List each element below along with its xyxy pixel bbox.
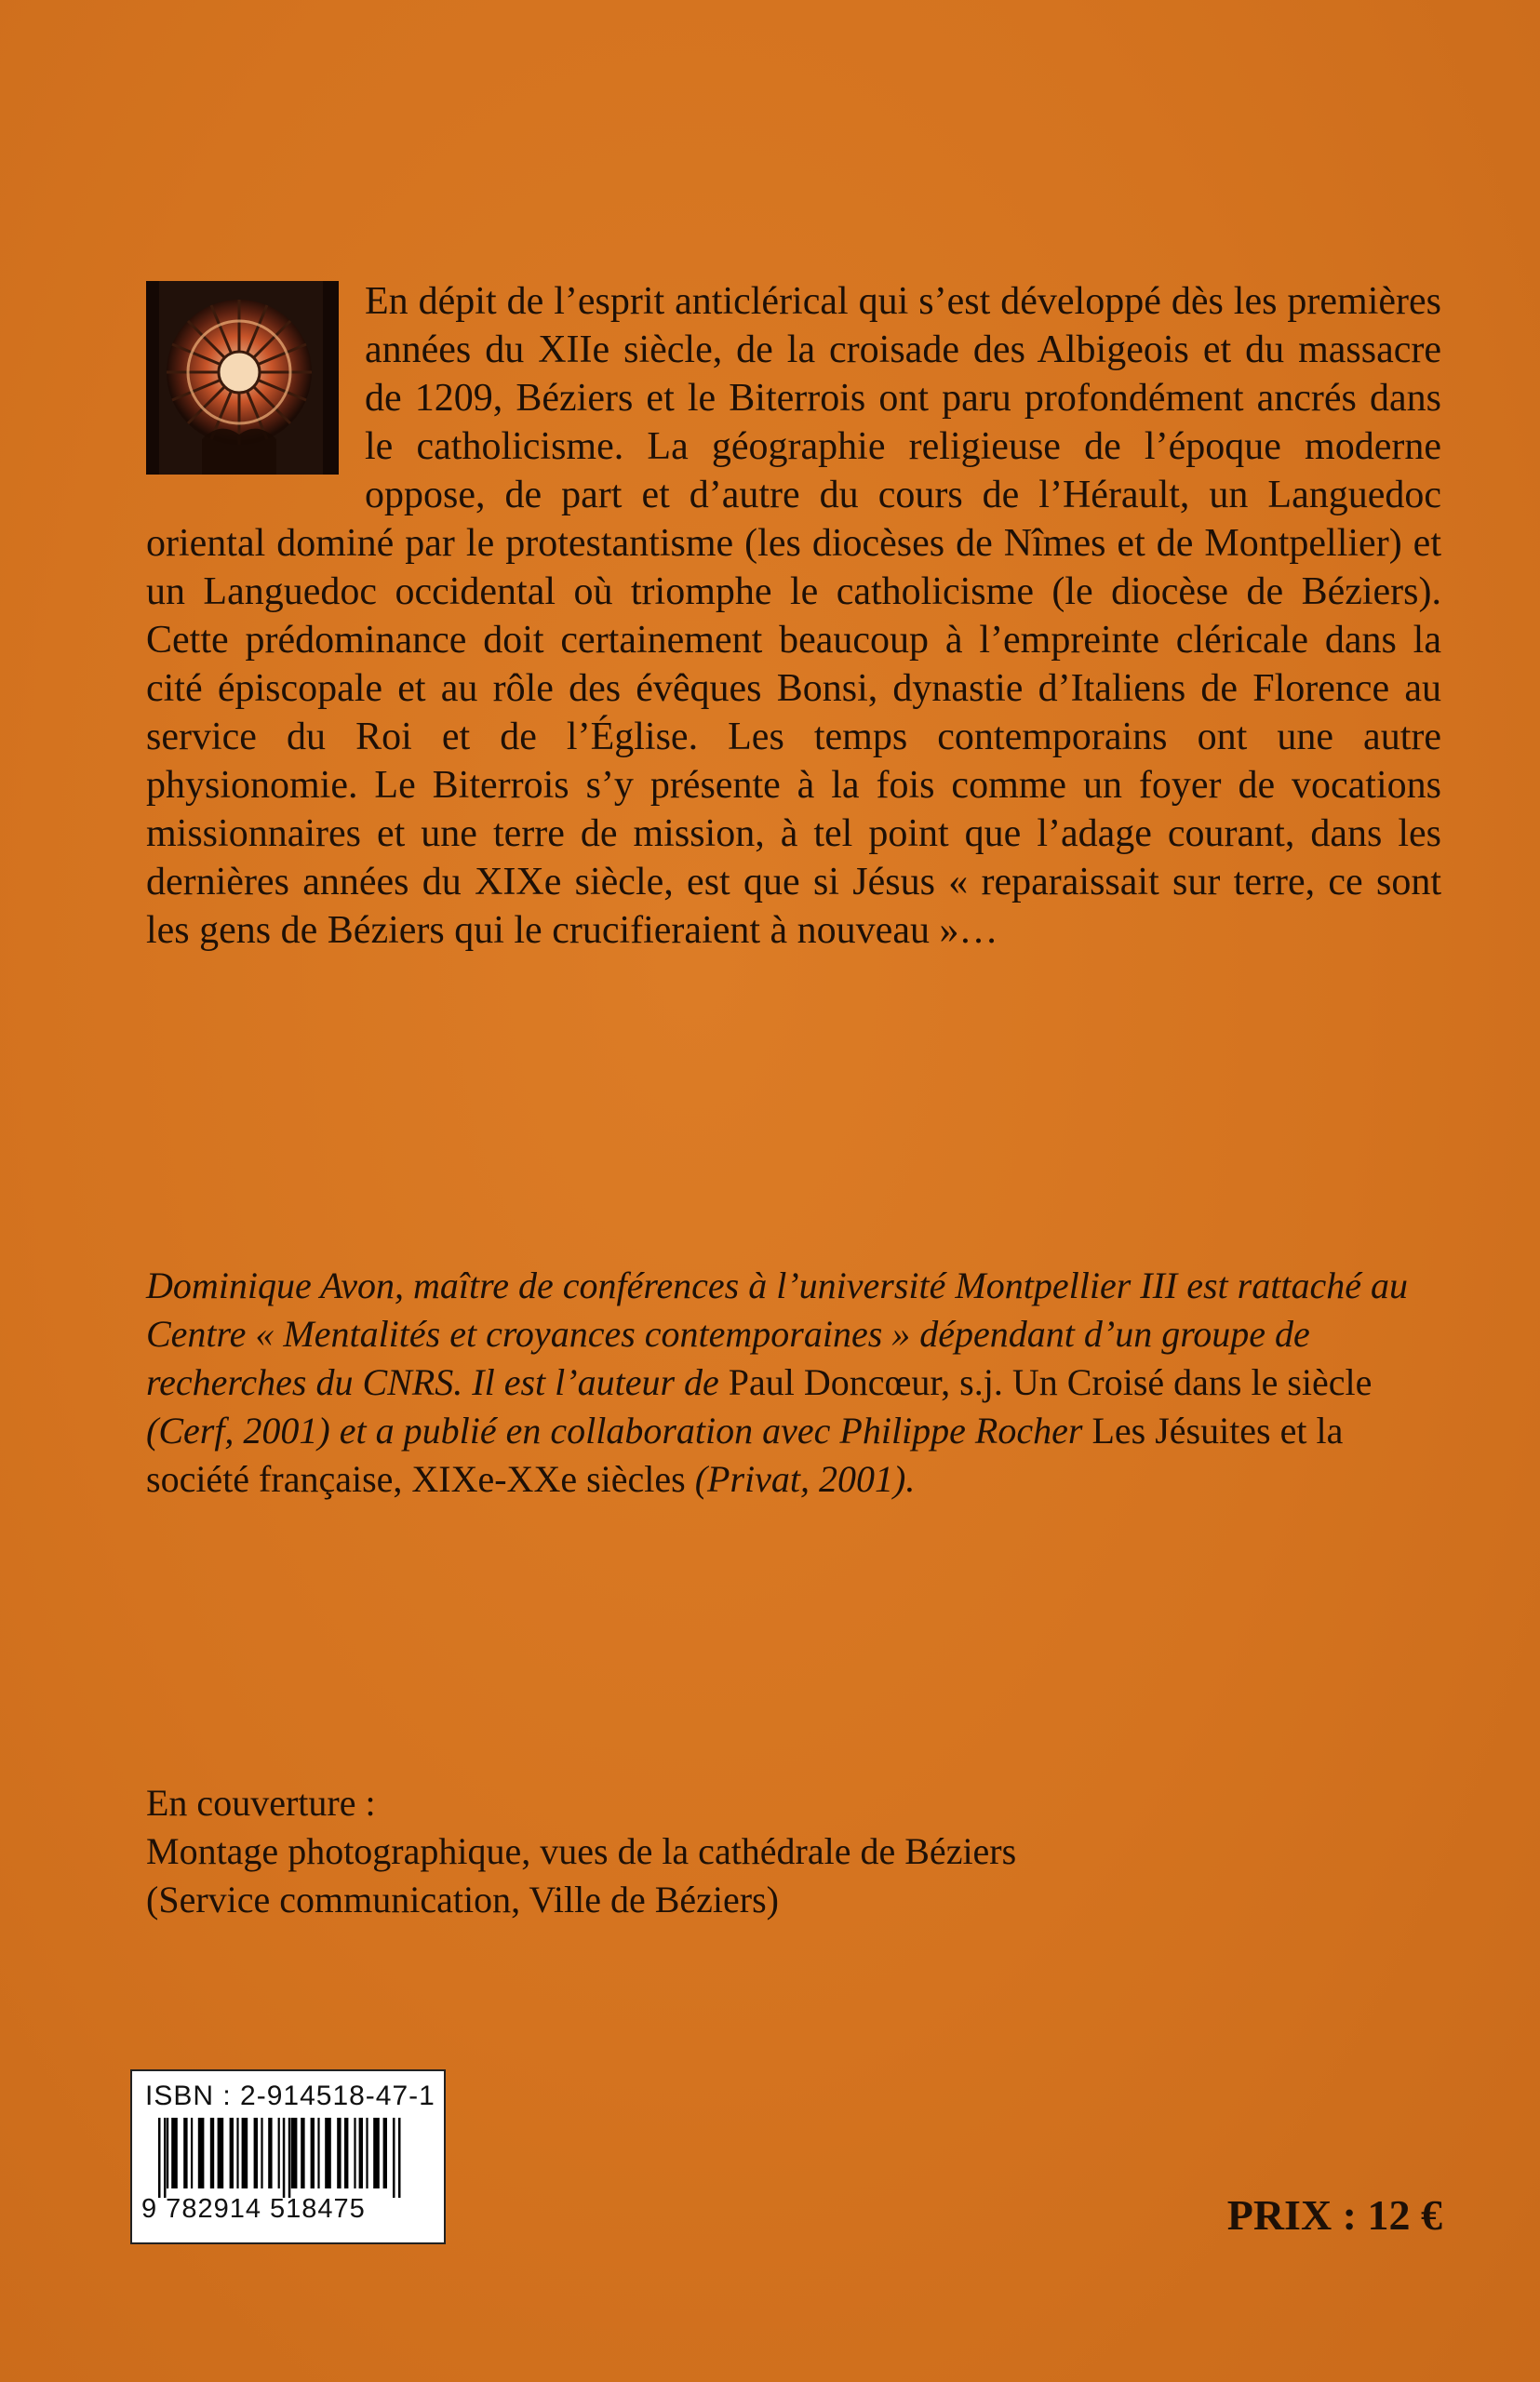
barcode-guard-bar (158, 2118, 161, 2198)
barcode-bar (337, 2118, 341, 2188)
barcode-bar (242, 2118, 248, 2188)
barcode-bar (230, 2118, 234, 2188)
barcode-bar (210, 2118, 214, 2188)
barcode-guard-bar (393, 2118, 395, 2198)
isbn-label: ISBN : 2-914518-47-1 (145, 2081, 435, 2111)
barcode-bar (167, 2118, 168, 2188)
credits-source: (Service communication, Ville de Béziers) (146, 1879, 779, 1920)
blurb-text: En dépit de l’esprit anticlérical qui s’est développé dès les premières années du XIIe siècle, de la croisade des Albigeois et du massacre de 1209, Béziers et le Biterrois ont paru profondément ancrés dans le catholicisme. La géographie religieuse de l’époque moderne oppose, de part et d’autre du cours de l’Hérault, un Languedoc oriental dominé par le protestantisme (les diocèses de Nîmes et de Montpellier) et un Languedoc occidental où triomphe le catholicisme (le diocèse de Béziers). Cette prédominance doit certainement beaucoup à l’empreinte cléricale dans la cité épiscopale et au rôle des évêques Bonsi, dynastie d’Italiens de Florence au service du Roi et de l’Église. Les temps contemporains ont une autre physionomie. Le Biterrois s’y présente à la fois comme un foyer de vocations missionnaires et une terre de mission, à tel point que l’adage courant, dans les dernières années du XIXe siècle, est que si Jésus « reparaissait sur terre, ce sont les gens de Béziers qui le crucifieraient à nouveau »… (146, 280, 1441, 952)
barcode-guard-bar (283, 2118, 286, 2198)
bio-intro: Dominique Avon, maître de conférences à l’université Montpellier III est rattaché au Centre « Mentalités et croyances contemporaines » dépendant d’un groupe de recherches du CNRS. Il est l’auteur de (146, 1265, 1408, 1403)
barcode-guard-bar (288, 2118, 291, 2198)
bio-publisher-2: (Privat, 2001). (694, 1458, 916, 1500)
barcode-bar (301, 2118, 304, 2188)
barcode-bar (254, 2118, 258, 2188)
author-bio (146, 1262, 1441, 1504)
cover-credits (146, 1779, 1263, 1924)
barcode-bar (373, 2118, 380, 2188)
barcode-guard-bar (164, 2118, 167, 2198)
barcode-bar (268, 2118, 272, 2188)
barcode-bar (218, 2118, 224, 2188)
barcode-bar (344, 2118, 348, 2188)
credits-heading: En couverture : (146, 1782, 376, 1824)
barcode-bar (325, 2118, 331, 2188)
barcode-bar (183, 2118, 187, 2188)
barcode-bar (366, 2118, 368, 2188)
barcode-guard-bar (398, 2118, 401, 2198)
barcode-bar (317, 2118, 319, 2188)
barcode-bar (191, 2118, 193, 2188)
price: PRIX : 12 € (1226, 2191, 1442, 2239)
barcode-bar (198, 2118, 205, 2188)
barcode-bar (261, 2118, 262, 2188)
barcode-bar (354, 2118, 355, 2188)
bio-book-title-2: Les Jésuites et la société française, XIXe-XXe siècles (146, 1410, 1344, 1500)
barcode-bar (359, 2118, 363, 2188)
barcode-digits: 9 782914 518475 (141, 2194, 366, 2224)
bio-book-title-1: Paul Doncœur, s.j. Un Croisé dans le siècle (718, 1361, 1373, 1403)
barcode-bar (171, 2118, 178, 2188)
isbn-box (130, 2069, 446, 2244)
barcode-bar (383, 2118, 387, 2188)
credits-description: Montage photographique, vues de la cathédrale de Béziers (146, 1830, 1017, 1872)
rose-window-icon (146, 281, 339, 475)
blurb-paragraph (146, 277, 1441, 955)
barcode-bar (311, 2118, 315, 2188)
barcode-bar (291, 2118, 298, 2188)
bio-publisher-1: (Cerf, 2001) et a publié en collaboration avec Philippe Rocher (146, 1410, 1083, 1452)
barcode-bar (236, 2118, 238, 2188)
barcode-bar (278, 2118, 280, 2188)
barcode (145, 2118, 429, 2198)
